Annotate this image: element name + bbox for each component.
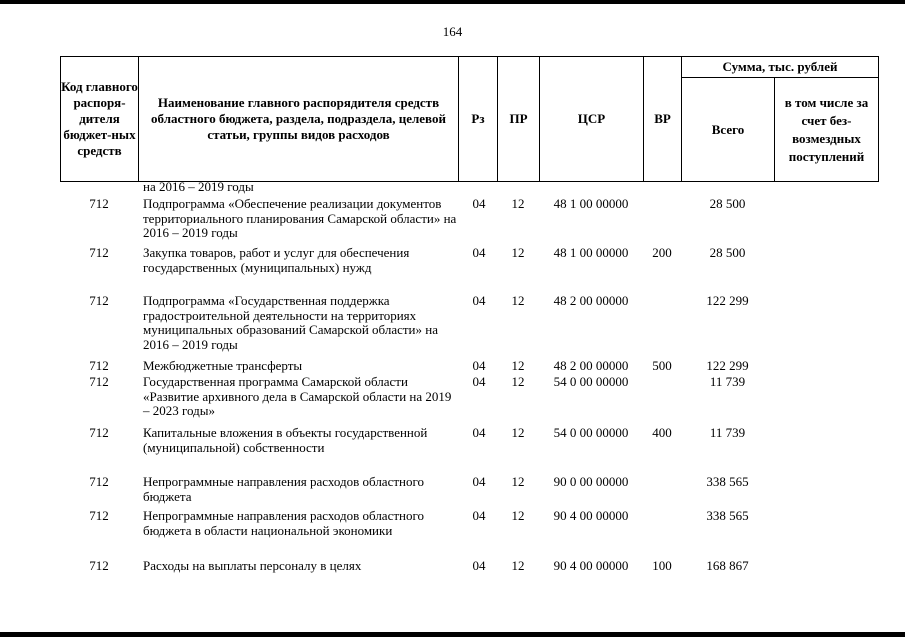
row-pr: 12 [511, 474, 525, 489]
row-rz: 04 [472, 196, 486, 211]
row-vr: 100 [652, 558, 672, 573]
row-rz: 04 [472, 474, 486, 489]
row-csr: 90 0 00 00000 [553, 474, 629, 489]
row-pr: 12 [511, 293, 525, 308]
row-name: Непрограммные направления расходов областного бюджета в области национальной экономики [143, 508, 424, 538]
row-code: 712 [89, 425, 109, 440]
table-header [60, 56, 879, 182]
row-pr: 12 [511, 558, 525, 573]
continuation-text: на 2016 – 2019 годы [143, 179, 254, 194]
row-code: 712 [89, 293, 109, 308]
row-total: 122 299 [706, 358, 749, 373]
page-number: 164 [442, 24, 463, 39]
header-grants: в том числе за счет без-возмездных поступлений [784, 94, 869, 164]
row-pr: 12 [511, 358, 525, 373]
row-name: Закупка товаров, работ и услуг для обеспечения государственных (муниципальных) нужд [143, 245, 410, 275]
row-csr: 48 2 00 00000 [553, 293, 629, 308]
row-rz: 04 [472, 558, 486, 573]
bottom-rule [0, 632, 905, 637]
row-rz: 04 [472, 374, 486, 389]
row-total: 28 500 [709, 245, 746, 260]
row-csr: 48 2 00 00000 [553, 358, 629, 373]
row-rz: 04 [472, 425, 486, 440]
row-code: 712 [89, 558, 109, 573]
row-total: 11 739 [709, 374, 746, 389]
row-csr: 90 4 00 00000 [553, 508, 629, 523]
row-name: Непрограммные направления расходов областного бюджета [143, 474, 424, 504]
row-total: 28 500 [709, 196, 746, 211]
row-total: 168 867 [706, 558, 749, 573]
row-total: 338 565 [706, 474, 749, 489]
row-pr: 12 [511, 196, 525, 211]
row-csr: 54 0 00 00000 [553, 374, 629, 389]
row-pr: 12 [511, 245, 525, 260]
row-csr: 54 0 00 00000 [553, 425, 629, 440]
row-pr: 12 [511, 508, 525, 523]
row-rz: 04 [472, 245, 486, 260]
row-total: 338 565 [706, 508, 749, 523]
row-csr: 90 4 00 00000 [553, 558, 629, 573]
row-pr: 12 [511, 374, 525, 389]
header-code: Код главного распоря-дителя бюджет-ных средств [61, 79, 138, 158]
row-csr: 48 1 00 00000 [553, 245, 629, 260]
row-vr: 500 [652, 358, 672, 373]
row-rz: 04 [472, 358, 486, 373]
row-name: Расходы на выплаты персоналу в целях [143, 558, 362, 573]
row-csr: 48 1 00 00000 [553, 196, 629, 211]
row-pr: 12 [511, 425, 525, 440]
header-total: Всего [711, 121, 745, 137]
row-vr: 200 [652, 245, 672, 260]
header-name: Наименование главного распорядителя средств областного бюджета, раздела, подраздела, целевой статьи, группы видов расходов [151, 95, 446, 142]
row-rz: 04 [472, 293, 486, 308]
row-code: 712 [89, 245, 109, 260]
header-pr: ПР [509, 111, 528, 126]
row-code: 712 [89, 374, 109, 389]
top-rule [0, 0, 905, 4]
header-csr: ЦСР [577, 111, 606, 126]
row-total: 11 739 [709, 425, 746, 440]
row-name: Подпрограмма «Обеспечение реализации документов территориального планирования Самарской области» на 2016 – 2019 годы [143, 196, 457, 240]
row-code: 712 [89, 358, 109, 373]
header-vr: ВР [654, 111, 671, 126]
row-name: Государственная программа Самарской области «Развитие архивного дела в Самарской области на 2019 – 2023 годы» [143, 374, 452, 418]
row-code: 712 [89, 474, 109, 489]
row-code: 712 [89, 508, 109, 523]
row-code: 712 [89, 196, 109, 211]
row-name: Подпрограмма «Государственная поддержка градостроительной деятельности на территориях муниципальных образований Самарской области» на 2016 – 2019 годы [143, 293, 438, 352]
row-total: 122 299 [706, 293, 749, 308]
header-rz: Рз [471, 111, 485, 126]
row-rz: 04 [472, 508, 486, 523]
row-name: Капитальные вложения в объекты государственной (муниципальной) собственности [143, 425, 428, 455]
row-vr: 400 [652, 425, 672, 440]
row-name: Межбюджетные трансферты [143, 358, 303, 373]
header-sum: Сумма, тыс. рублей [722, 59, 838, 74]
